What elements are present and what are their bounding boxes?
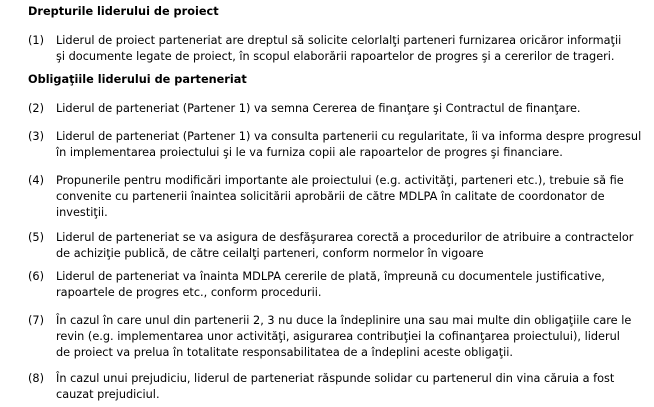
list-item-8 bbox=[28, 371, 648, 403]
item-text bbox=[56, 269, 648, 301]
list-item-5 bbox=[28, 230, 648, 262]
item-number: (5) bbox=[28, 231, 45, 244]
item-text bbox=[56, 230, 648, 262]
item-line: de proiect va prelua în totalitate responsabilitatea de a îndeplini aceste obligaţii. bbox=[56, 346, 514, 359]
list-item-3 bbox=[28, 129, 648, 161]
section-heading-rights: Drepturile liderului de proiect bbox=[28, 5, 219, 18]
item-number: (3) bbox=[28, 130, 45, 143]
item-line: Liderul de parteneriat va înainta MDLPA cererile de plată, împreună cu documentele justificative, bbox=[56, 270, 605, 283]
list-item-2 bbox=[28, 101, 648, 117]
item-line: Liderul de proiect parteneriat are dreptul să solicite celorlalţi parteneri furnizarea oricăror informaţii bbox=[56, 34, 622, 47]
item-line: Liderul de parteneriat se va asigura de desfăşurarea corectă a procedurilor de atribuire a contractelor bbox=[56, 231, 634, 244]
list-item-7 bbox=[28, 313, 648, 361]
item-line: Propunerile pentru modificări importante ale proiectului (e.g. activităţi, parteneri etc.), trebuie să fie bbox=[56, 174, 624, 187]
list-item-4 bbox=[28, 173, 648, 221]
item-line: în implementarea proiectului şi le va furniza copii ale rapoartelor de progres şi financiare. bbox=[56, 146, 563, 159]
item-number: (7) bbox=[28, 314, 45, 327]
list-item-6 bbox=[28, 269, 648, 301]
item-number: (6) bbox=[28, 270, 45, 283]
item-text bbox=[56, 313, 648, 361]
item-number: (4) bbox=[28, 174, 45, 187]
item-line: Liderul de parteneriat (Partener 1) va semna Cererea de finanţare şi Contractul de finanţare. bbox=[56, 102, 581, 115]
item-line: de achiziţie publică, de către ceilalţi parteneri, conform normelor în vigoare bbox=[56, 247, 484, 260]
item-number: (1) bbox=[28, 34, 45, 47]
item-number: (8) bbox=[28, 372, 45, 385]
item-line: În cazul în care unul din partenerii 2, 3 nu duce la îndeplinire una sau mai multe din obligaţiile care le bbox=[56, 314, 632, 327]
item-line: revin (e.g. implementarea unor activităţi, asigurarea contribuţiei la cofinanţarea proiectului), liderul bbox=[56, 330, 620, 343]
item-line: investiţii. bbox=[56, 206, 108, 219]
item-text bbox=[56, 101, 648, 117]
item-line: cauzat prejudiciul. bbox=[56, 388, 160, 401]
item-text bbox=[56, 371, 648, 403]
list-item-1 bbox=[28, 33, 648, 65]
item-line: convenite cu partenerii înaintea solicitării aprobării de către MDLPA în calitate de coordonator de bbox=[56, 190, 605, 203]
item-line: Liderul de parteneriat (Partener 1) va consulta partenerii cu regularitate, îi va informa despre progresul bbox=[56, 130, 642, 143]
item-line: şi documente legate de proiect, în scopul elaborării rapoartelor de progres şi a cererilor de trageri. bbox=[56, 50, 615, 63]
item-line: În cazul unui prejudiciu, liderul de parteneriat răspunde solidar cu partenerul din vina căruia a fost bbox=[56, 372, 615, 385]
item-text bbox=[56, 129, 648, 161]
item-line: rapoartele de progres etc., conform procedurii. bbox=[56, 286, 322, 299]
item-number: (2) bbox=[28, 102, 45, 115]
item-text bbox=[56, 173, 648, 221]
item-text bbox=[56, 33, 648, 65]
section-heading-obligations: Obligaţiile liderului de parteneriat bbox=[28, 73, 247, 86]
